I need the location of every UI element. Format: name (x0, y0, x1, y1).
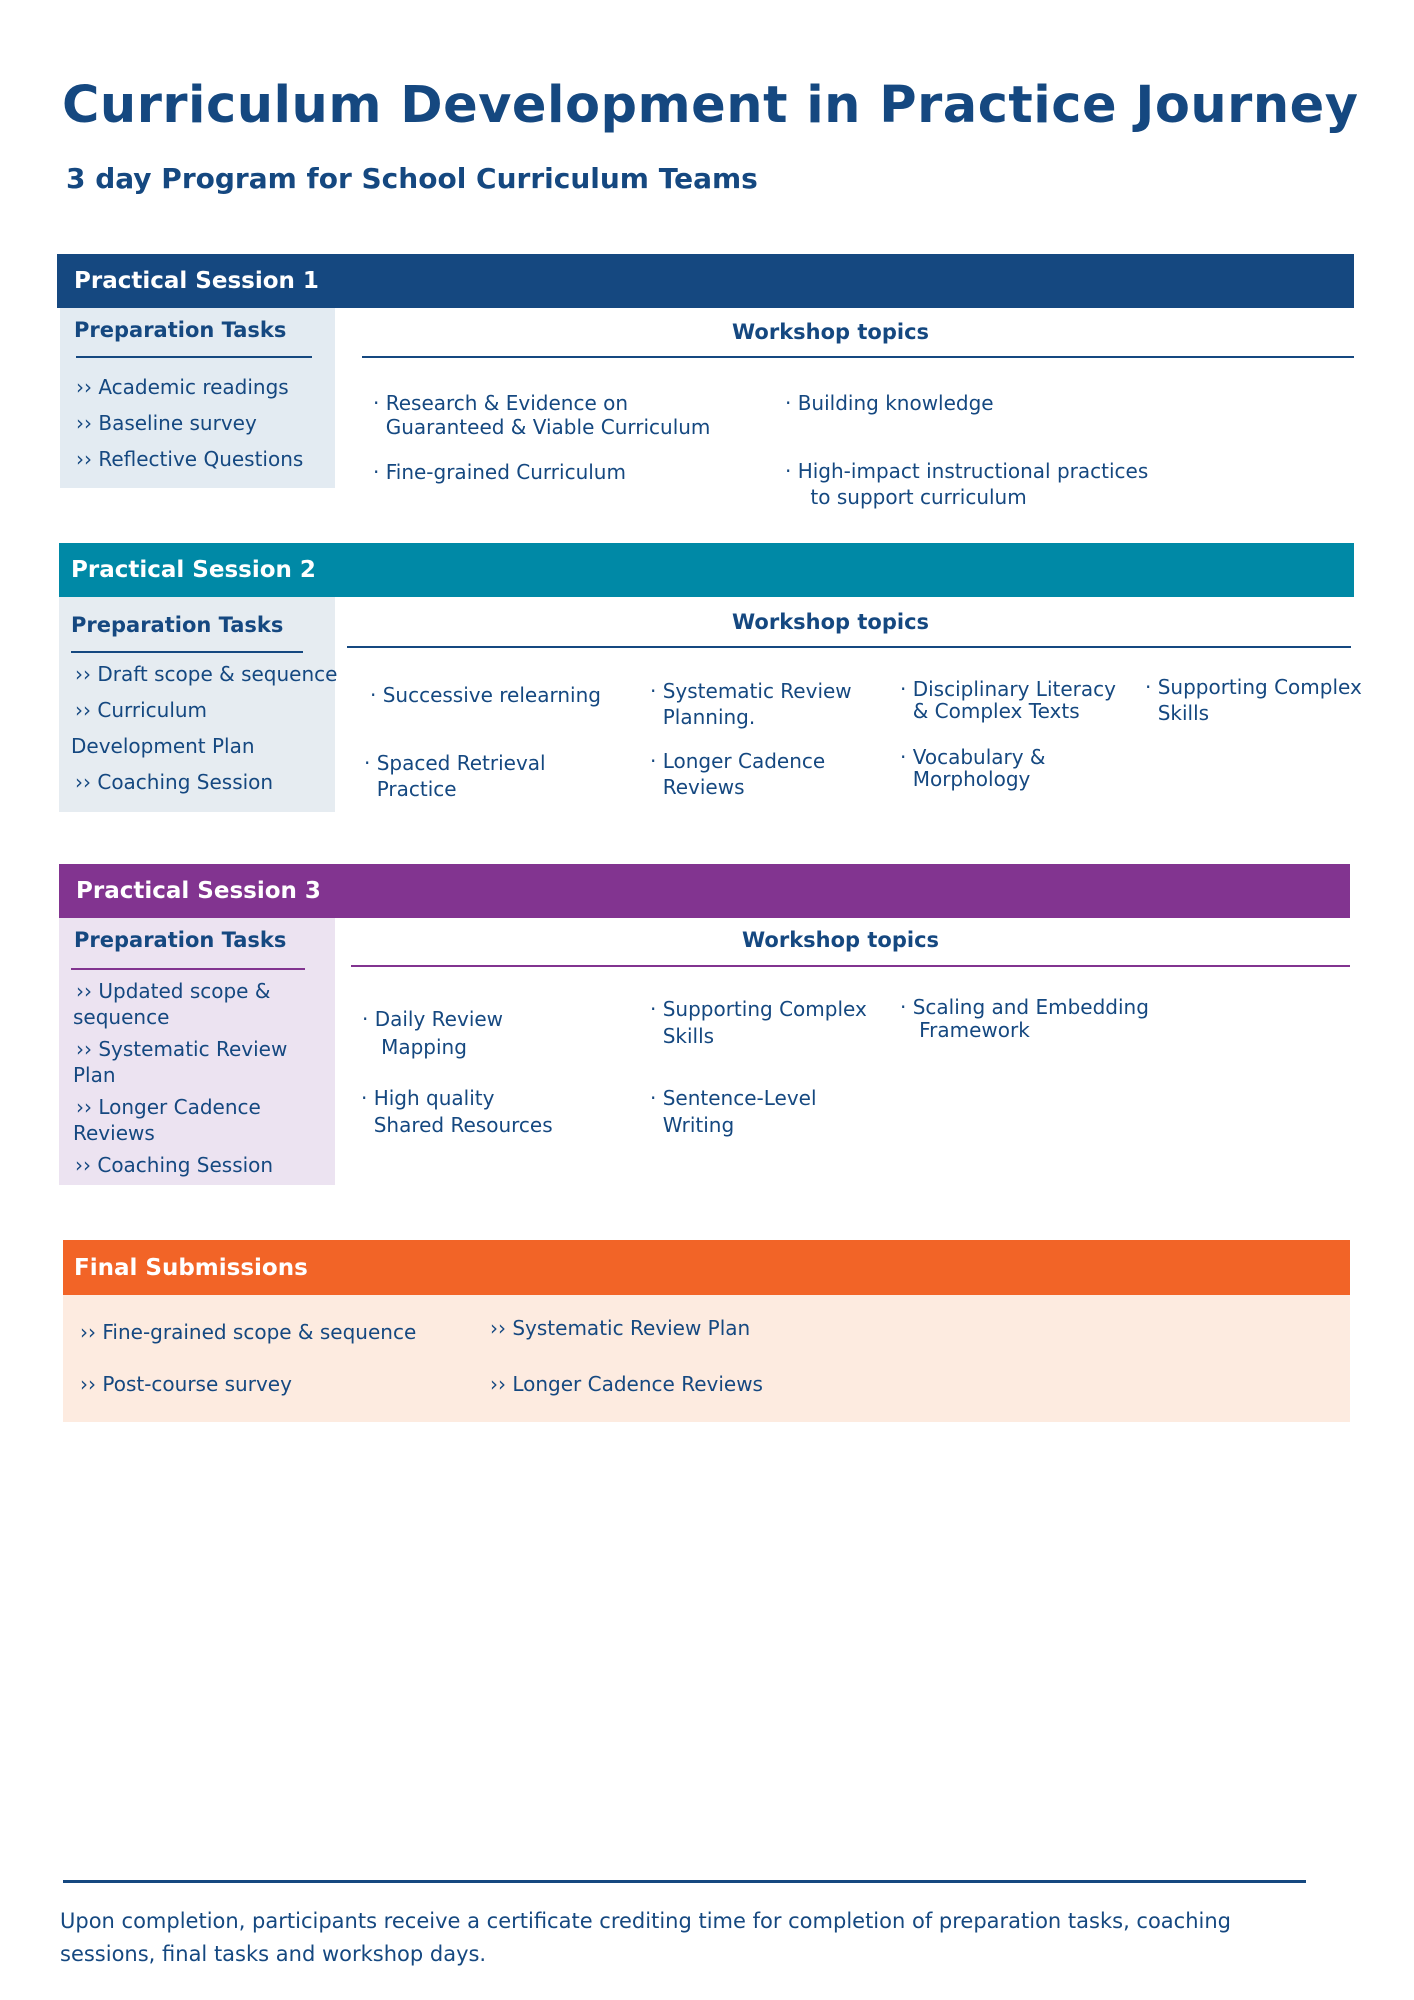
workshop-topic: · Systematic Review Planning. (650, 679, 852, 729)
prep-task-item: ›› Curriculum (75, 698, 208, 722)
session-1-prep-panel (60, 308, 335, 488)
session-1-header (57, 254, 1354, 308)
final-submissions-panel (63, 1295, 1350, 1422)
session-3-title: Practical Session 3 (76, 878, 321, 904)
final-submissions-header (63, 1240, 1350, 1295)
workshop-topics-heading: Workshop topics (732, 610, 930, 634)
workshop-topic: · Research & Evidence on Guaranteed & Viable Curriculum (373, 391, 711, 439)
prep-task-item: ›› Longer Cadence (76, 1095, 261, 1119)
final-submissions-title: Final Submissions (74, 1254, 308, 1281)
workshop-topic: · Longer Cadence Reviews (650, 749, 826, 799)
prep-tasks-heading: Preparation Tasks (74, 318, 287, 342)
final-submission-item: ›› Longer Cadence Reviews (490, 1372, 763, 1396)
workshop-divider (362, 356, 1354, 358)
workshop-topic: · Supporting Complex Skills (650, 997, 867, 1048)
prep-task-item: ›› Academic readings (76, 375, 289, 399)
workshop-topic: · Scaling and Embedding Framework (900, 995, 1149, 1042)
workshop-topic: · Sentence-Level Writing (650, 1086, 817, 1137)
workshop-topic: · Daily Review Mapping (362, 1007, 504, 1059)
workshop-topic: · Vocabulary & Morphology (900, 745, 1046, 791)
prep-tasks-heading: Preparation Tasks (74, 928, 287, 952)
session-3-prep-panel (59, 918, 335, 1185)
workshop-topic: · Spaced Retrieval Practice (364, 751, 546, 801)
prep-task-item: ›› Coaching Session (75, 1153, 274, 1177)
workshop-topic: · High-impact instructional practices to support curriculum (785, 459, 1149, 509)
prep-task-item: ›› Reflective Questions (76, 447, 304, 471)
workshop-topic: · Fine-grained Curriculum (373, 460, 626, 484)
final-submission-item: ›› Fine-grained scope & sequence (80, 1320, 417, 1344)
prep-task-item: ›› Systematic Review (76, 1037, 288, 1061)
final-submission-item: ›› Post-course survey (80, 1372, 292, 1396)
session-2-title: Practical Session 2 (71, 557, 316, 583)
session-3-header (59, 864, 1350, 918)
prep-task-item: ›› Draft scope & sequence (75, 662, 338, 686)
prep-divider (71, 968, 305, 970)
final-submission-item: ›› Systematic Review Plan (490, 1316, 751, 1340)
workshop-topic: · High quality Shared Resources (361, 1086, 553, 1137)
prep-tasks-heading: Preparation Tasks (71, 613, 284, 637)
footer-divider (63, 1880, 1306, 1883)
prep-task-item: sequence (73, 1005, 170, 1029)
workshop-divider (351, 965, 1350, 967)
session-1-title: Practical Session 1 (74, 268, 319, 294)
prep-divider (71, 651, 303, 653)
prep-task-item: Reviews (73, 1121, 155, 1145)
prep-task-item: ›› Coaching Session (75, 770, 274, 794)
session-2-prep-panel (59, 597, 338, 812)
session-2-header (59, 543, 1354, 597)
prep-task-item: Development Plan (71, 734, 255, 758)
prep-task-item: ›› Baseline survey (76, 411, 257, 435)
workshop-divider (347, 646, 1351, 648)
workshop-topic: · Successive relearning (370, 683, 601, 707)
workshop-topics-heading: Workshop topics (732, 320, 930, 344)
prep-divider (76, 356, 312, 358)
completion-note: Upon completion, participants receive a certificate crediting time for completion of preparation tasks, coaching sessions, final tasks and workshop days. (60, 1909, 1232, 1966)
workshop-topic: · Disciplinary Literacy & Complex Texts (900, 677, 1116, 723)
page-title: Curriculum Development in Practice Journey (62, 76, 1359, 135)
prep-task-item: Plan (73, 1063, 116, 1087)
workshop-topic: · Building knowledge (785, 391, 994, 415)
workshop-topics-heading: Workshop topics (742, 928, 940, 952)
prep-task-item: ›› Updated scope & (76, 979, 271, 1003)
page-subtitle: 3 day Program for School Curriculum Teams (66, 162, 758, 195)
workshop-topic: · Supporting Complex Skills (1145, 675, 1362, 725)
